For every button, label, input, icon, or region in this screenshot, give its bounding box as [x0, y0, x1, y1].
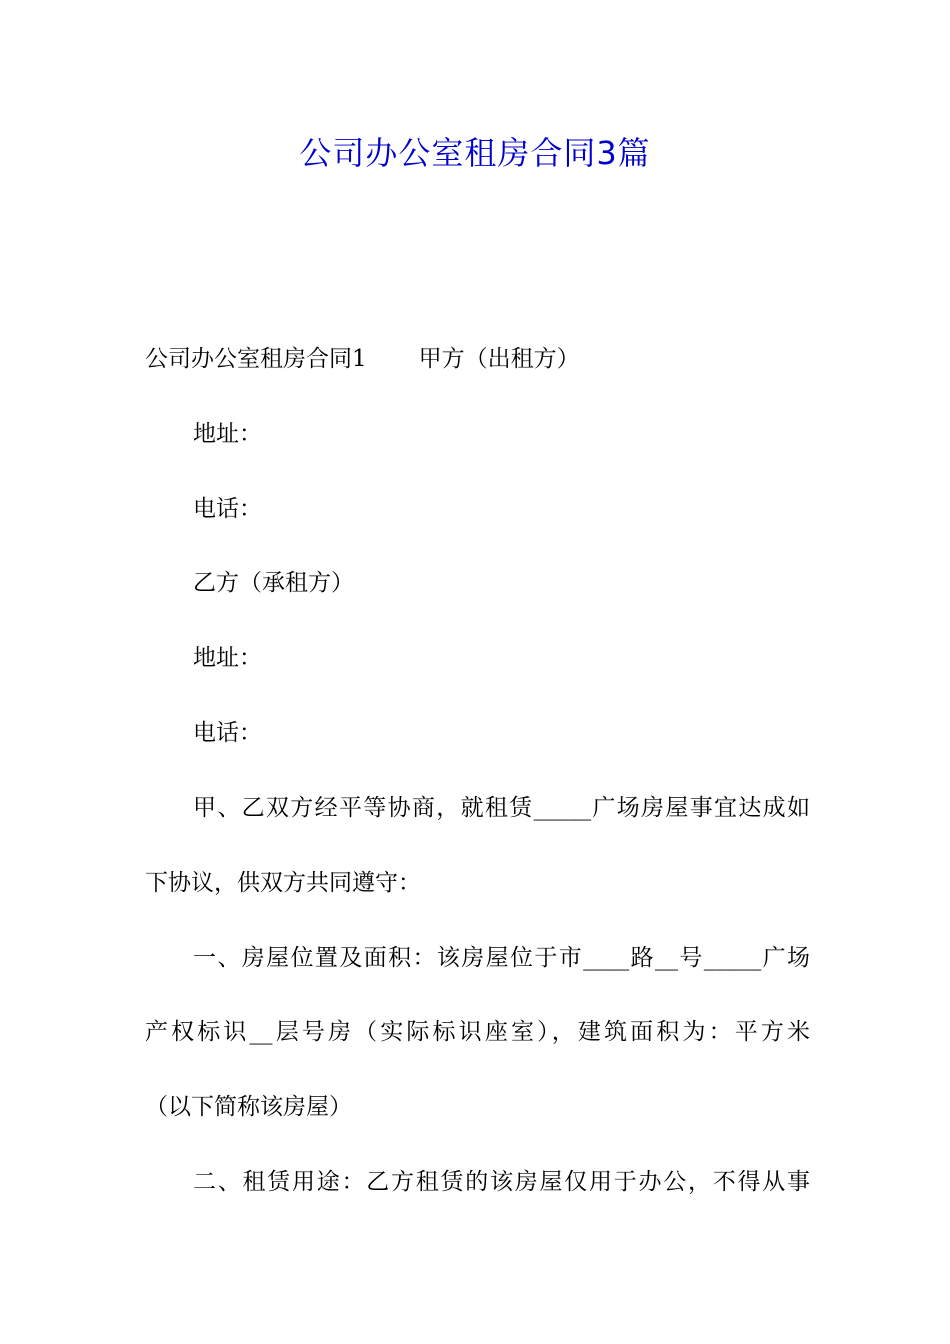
contract-heading-line [145, 341, 810, 377]
party-a-label: 甲方（出租方） [418, 346, 580, 372]
clause-one-line: 一、房屋位置及面积：该房屋位于市____路__号_____广场 [193, 945, 810, 971]
clause-two-line: 二、租赁用途：乙方租赁的该房屋仅用于办公，不得从事 [193, 1169, 810, 1195]
party-a-address: 地址： [193, 421, 262, 447]
party-b-address: 地址： [193, 645, 262, 671]
contract-subtitle: 公司办公室租房合同1 [145, 346, 367, 372]
clause-one-line: （以下简称该房屋） [145, 1094, 352, 1120]
document-title: 公司办公室租房合同3篇 [299, 134, 651, 172]
party-a-phone: 电话： [193, 496, 262, 522]
party-b-phone: 电话： [193, 720, 262, 746]
party-b-label: 乙方（承租方） [193, 570, 354, 596]
paragraph-line: 甲、乙双方经平等协商，就租赁_____广场房屋事宜达成如 [193, 795, 810, 821]
paragraph-line: 下协议，供双方共同遵守： [145, 870, 421, 896]
clause-one-line: 产权标识__层号房（实际标识座室），建筑面积为：平方米 [145, 1019, 810, 1045]
